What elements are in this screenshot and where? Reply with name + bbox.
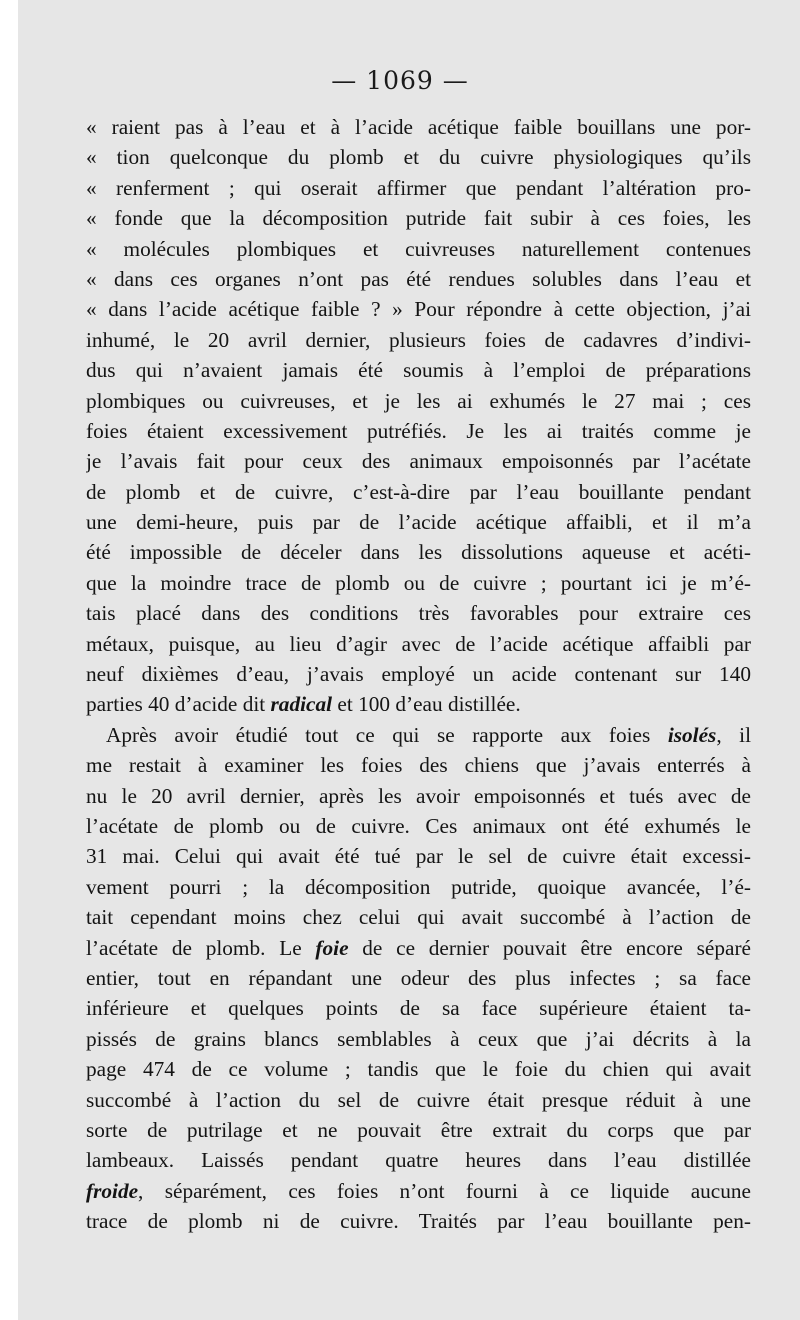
text-line: je l’avais fait pour ceux des animaux empoisonnés par l’acétate [86, 449, 751, 474]
text-line: neuf dixièmes d’eau, j’avais employé un acide contenant sur 140 [86, 662, 751, 687]
text-segment: parties 40 d’acide dit [86, 692, 271, 717]
text-line: de plomb et de cuivre, c’est-à-dire par l’eau bouillante pendant [86, 479, 751, 504]
text-segment: et 100 d’eau distillée. [332, 692, 521, 717]
text-line: dus qui n’avaient jamais été soumis à l’emploi de préparations [86, 358, 751, 383]
text-line: l’acétate de plomb ou de cuivre. Ces animaux ont été exhumés le [86, 813, 751, 838]
text-line: page 474 de ce volume ; tandis que le foie du chien qui avait [86, 1057, 751, 1082]
text-line: inhumé, le 20 avril dernier, plusieurs foies de cadavres d’indivi- [86, 327, 751, 352]
text-segment: Après avoir étudié tout ce qui se rapporte aux foies [106, 722, 668, 747]
italic-term: isolés [667, 722, 717, 747]
text-segment: , séparément, ces foies n’ont fourni à ce liquide aucune [138, 1178, 751, 1203]
text-line: inférieure et quelques points de sa face supérieure étaient ta- [86, 996, 751, 1021]
text-line: me restait à examiner les foies des chiens que j’avais enterrés à [86, 753, 751, 778]
page-left-edge [0, 0, 18, 1320]
page-number: — 1069 — [331, 66, 469, 95]
text-line: été impossible de déceler dans les dissolutions aqueuse et acéti- [86, 540, 751, 565]
text-line: « tion quelconque du plomb et du cuivre physiologiques qu’ils [86, 145, 751, 170]
text-line: « raient pas à l’eau et à l’acide acétique faible bouillans une por- [86, 115, 751, 139]
text-line: vement pourri ; la décomposition putride, quoique avancée, l’é- [86, 874, 751, 899]
text-line: lambeaux. Laissés pendant quatre heures dans l’eau distillée [86, 1148, 751, 1173]
text-segment: , il [716, 722, 751, 747]
text-line: « fonde que la décomposition putride fait subir à ces foies, les [86, 206, 751, 231]
text-line: une demi-heure, puis par de l’acide acétique affaibli, et il m’a [86, 510, 751, 535]
text-line: « dans ces organes n’ont pas été rendues solubles dans l’eau et [86, 266, 751, 291]
text-line: plombiques ou cuivreuses, et je les ai exhumés le 27 mai ; ces [86, 388, 751, 413]
text-line: tais placé dans des conditions très favorables pour extraire ces [86, 601, 751, 626]
text-line: 31 mai. Celui qui avait été tué par le sel de cuivre était excessi- [86, 844, 751, 869]
text-segment: de ce dernier pouvait être encore séparé [348, 935, 751, 960]
paragraph-first-line [86, 720, 751, 750]
body-text [86, 112, 751, 1236]
text-line: tait cependant moins chez celui qui avait succombé à l’action de [86, 905, 751, 930]
italic-term: radical [270, 692, 333, 717]
italic-term: froide [86, 1178, 139, 1203]
text-line: pissés de grains blancs semblables à ceux que j’ai décrits à la [86, 1026, 751, 1051]
text-line: trace de plomb ni de cuivre. Traités par l’eau bouillante pen- [86, 1209, 751, 1234]
text-line: sorte de putrilage et ne pouvait être extrait du corps que par [86, 1117, 751, 1142]
text-line [86, 1176, 751, 1206]
text-line: métaux, puisque, au lieu d’agir avec de l’acide acétique affaibli par [86, 631, 751, 656]
text-line: entier, tout en répandant une odeur des plus infectes ; sa face [86, 965, 751, 990]
text-line [86, 689, 751, 719]
text-line [86, 933, 751, 963]
italic-term: foie [315, 935, 349, 960]
text-line: que la moindre trace de plomb ou de cuivre ; pourtant ici je m’é- [86, 570, 751, 595]
text-segment: l’acétate de plomb. Le [86, 935, 316, 960]
text-line: « molécules plombiques et cuivreuses naturellement contenues [86, 236, 751, 261]
text-line: foies étaient excessivement putréfiés. Je les ai traités comme je [86, 418, 751, 443]
text-line: « renferment ; qui oserait affirmer que pendant l’altération pro- [86, 175, 751, 200]
text-line: succombé à l’action du sel de cuivre était presque réduit à une [86, 1087, 751, 1112]
text-line: nu le 20 avril dernier, après les avoir empoisonnés et tués avec de [86, 783, 751, 808]
text-line: « dans l’acide acétique faible ? » Pour répondre à cette objection, j’ai [86, 297, 751, 322]
